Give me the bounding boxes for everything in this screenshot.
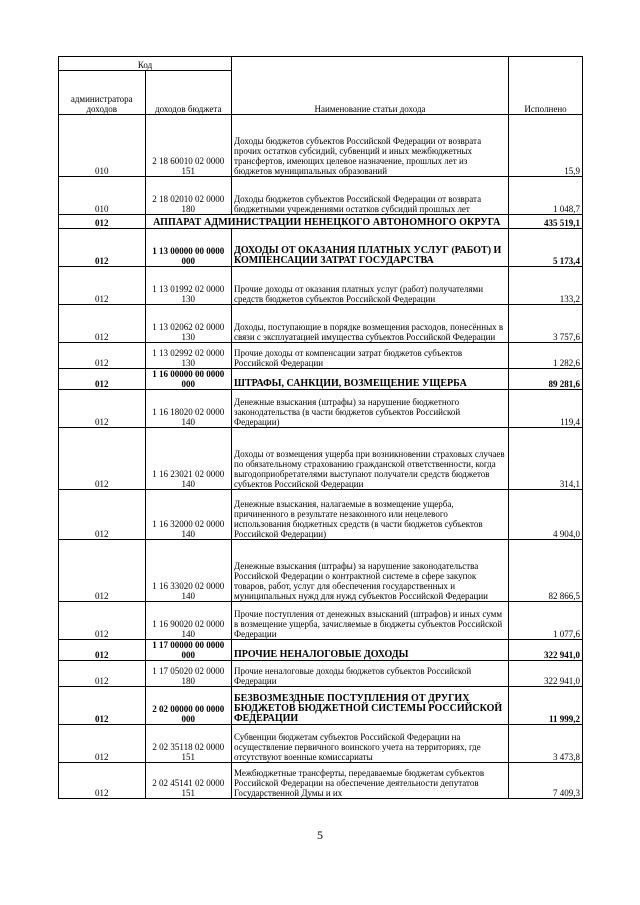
admin-column-header: администратора доходов: [59, 71, 146, 115]
admin-code-cell: 012: [59, 343, 146, 369]
executed-column-header: Исполнено: [509, 57, 583, 115]
admin-code-cell: 012: [59, 369, 146, 390]
executed-value-cell: 82 866,5: [509, 540, 583, 602]
executed-value-cell: 15,9: [509, 115, 583, 177]
revenue-name-cell: Денежные взыскания, налагаемые в возмещение ущерба, причиненного в результате незаконного или нецелевого использования бюджетных средств (в части бюджетов субъектов Российской Федерации): [232, 490, 509, 540]
revenue-name-cell: Доходы от возмещения ущерба при возникновении страховых случаев по обязательному страхованию гражданской ответственности, когда выгодоприобретателями выступают получатели средств бюджетов субъектов Российской Федерации: [232, 428, 509, 490]
code-group-header: Код: [59, 57, 232, 71]
budget-code-cell: 2 18 02010 02 0000 180: [145, 177, 232, 215]
executed-value-cell: 7 409,3: [509, 763, 583, 799]
executed-value-cell: 435 519,1: [509, 215, 583, 229]
budget-code-cell: 1 16 90020 02 0000 140: [145, 602, 232, 640]
budget-code-cell: 1 13 02062 02 0000 130: [145, 305, 232, 343]
budget-code-cell: 1 16 23021 02 0000 140: [145, 428, 232, 490]
revenue-name-cell: Доходы бюджетов субъектов Российской Федерации от возврата прочих остатков субсидий, субвенций и иных межбюджетных трансфертов, имеющих целевое назначение, прошлых лет из бюджетов муниципальных образований: [232, 115, 509, 177]
admin-code-cell: 010: [59, 177, 146, 215]
admin-code-cell: 012: [59, 661, 146, 687]
budget-code-cell: 2 02 00000 00 0000 000: [145, 687, 232, 725]
budget-code-cell: 2 18 60010 02 0000 151: [145, 115, 232, 177]
revenue-name-cell: Денежные взыскания (штрафы) за нарушение бюджетного законодательства (в части бюджетов субъектов Российской Федерации): [232, 390, 509, 428]
table-row: [59, 763, 583, 799]
budget-code-cell: 2 02 45141 02 0000 151: [145, 763, 232, 799]
executed-value-cell: 3 473,8: [509, 725, 583, 763]
revenue-name-cell: Доходы, поступающие в порядке возмещения расходов, понесённых в связи с эксплуатацией имущества субъектов Российской Федерации: [232, 305, 509, 343]
revenue-name-cell: ДОХОДЫ ОТ ОКАЗАНИЯ ПЛАТНЫХ УСЛУГ (РАБОТ) И КОМПЕНСАЦИИ ЗАТРАТ ГОСУДАРСТВА: [232, 229, 509, 267]
name-column-header: Наименование статьи дохода: [232, 57, 509, 115]
executed-value-cell: 1 077,6: [509, 602, 583, 640]
executed-value-cell: 314,1: [509, 428, 583, 490]
admin-code-cell: 012: [59, 490, 146, 540]
executed-value-cell: 1 048,7: [509, 177, 583, 215]
budget-code-cell: 1 13 02992 02 0000 130: [145, 343, 232, 369]
admin-code-cell: 010: [59, 115, 146, 177]
revenue-name-cell: ШТРАФЫ, САНКЦИИ, ВОЗМЕЩЕНИЕ УЩЕРБА: [232, 369, 509, 390]
table-row: [59, 267, 583, 305]
revenue-name-cell: Прочие доходы от оказания платных услуг (работ) получателями средств бюджетов субъектов Российской Федерации: [232, 267, 509, 305]
admin-code-cell: 012: [59, 602, 146, 640]
executed-value-cell: 11 999,2: [509, 687, 583, 725]
revenue-name-cell: Субвенции бюджетам субъектов Российской Федерации на осуществление первичного воинского учета на территориях, где отсутствуют военные комиссариаты: [232, 725, 509, 763]
table-row: [59, 725, 583, 763]
table-row: [59, 343, 583, 369]
section-row: [59, 215, 583, 229]
budget-code-cell: 1 13 00000 00 0000 000: [145, 229, 232, 267]
admin-code-cell: 012: [59, 640, 146, 661]
budget-code-cell: 2 02 35118 02 0000 151: [145, 725, 232, 763]
budget-code-cell: 1 16 32000 02 0000 140: [145, 490, 232, 540]
budget-code-cell: 1 16 00000 00 0000 000: [145, 369, 232, 390]
budget-code-cell: 1 16 33020 02 0000 140: [145, 540, 232, 602]
table-row: [59, 177, 583, 215]
section-title-cell: АППАРАТ АДМИНИСТРАЦИИ НЕНЕЦКОГО АВТОНОМНОГО ОКРУГА: [145, 215, 509, 229]
table-row: [59, 640, 583, 661]
budget-code-cell: 1 13 01992 02 0000 130: [145, 267, 232, 305]
table-row: [59, 305, 583, 343]
executed-value-cell: 4 904,0: [509, 490, 583, 540]
executed-value-cell: 322 941,0: [509, 661, 583, 687]
admin-code-cell: 012: [59, 687, 146, 725]
revenue-name-cell: БЕЗВОЗМЕЗДНЫЕ ПОСТУПЛЕНИЯ ОТ ДРУГИХ БЮДЖЕТОВ БЮДЖЕТНОЙ СИСТЕМЫ РОССИЙСКОЙ ФЕДЕРАЦИИ: [232, 687, 509, 725]
budget-code-cell: 1 17 05020 02 0000 180: [145, 661, 232, 687]
revenue-name-cell: ПРОЧИЕ НЕНАЛОГОВЫЕ ДОХОДЫ: [232, 640, 509, 661]
revenue-name-cell: Прочие поступления от денежных взысканий (штрафов) и иных сумм в возмещение ущерба, зачисляемые в бюджеты субъектов Российской Федерации: [232, 602, 509, 640]
budget-code-cell: 1 16 18020 02 0000 140: [145, 390, 232, 428]
admin-code-cell: 012: [59, 725, 146, 763]
revenue-name-cell: Доходы бюджетов субъектов Российской Федерации от возврата бюджетными учреждениями остатков субсидий прошлых лет: [232, 177, 509, 215]
page-number: 5: [317, 828, 323, 842]
admin-code-cell: 012: [59, 390, 146, 428]
table-row: [59, 661, 583, 687]
budget-code-cell: 1 17 00000 00 0000 000: [145, 640, 232, 661]
executed-value-cell: 133,2: [509, 267, 583, 305]
admin-code-cell: 012: [59, 215, 146, 229]
revenue-table: [58, 56, 583, 799]
revenue-name-cell: Прочие доходы от компенсации затрат бюджетов субъектов Российской Федерации: [232, 343, 509, 369]
revenue-name-cell: Прочие неналоговые доходы бюджетов субъектов Российской Федерации: [232, 661, 509, 687]
table-row: [59, 115, 583, 177]
table-row: [59, 540, 583, 602]
executed-value-cell: 89 281,6: [509, 369, 583, 390]
executed-value-cell: 322 941,0: [509, 640, 583, 661]
table-row: [59, 428, 583, 490]
table-row: [59, 229, 583, 267]
table-body: [59, 115, 583, 799]
admin-code-cell: 012: [59, 305, 146, 343]
revenue-name-cell: Денежные взыскания (штрафы) за нарушение законодательства Российской Федерации о контрактной системе в сфере закупок товаров, работ, услуг для обеспечения государственных и муниципальных нужд для нужд субъектов Российской Федерации: [232, 540, 509, 602]
table-row: [59, 602, 583, 640]
admin-code-cell: 012: [59, 428, 146, 490]
admin-code-cell: 012: [59, 267, 146, 305]
table-row: [59, 390, 583, 428]
admin-code-cell: 012: [59, 763, 146, 799]
admin-code-cell: 012: [59, 229, 146, 267]
admin-code-cell: 012: [59, 540, 146, 602]
executed-value-cell: 119,4: [509, 390, 583, 428]
code-column-header: доходов бюджета: [145, 71, 232, 115]
table-row: [59, 687, 583, 725]
table-row: [59, 490, 583, 540]
executed-value-cell: 1 282,6: [509, 343, 583, 369]
executed-value-cell: 5 173,4: [509, 229, 583, 267]
executed-value-cell: 3 757,6: [509, 305, 583, 343]
revenue-name-cell: Межбюджетные трансферты, передаваемые бюджетам субъектов Российской Федерации на обеспечение деятельности депутатов Государственной Думы и их: [232, 763, 509, 799]
table-row: [59, 369, 583, 390]
